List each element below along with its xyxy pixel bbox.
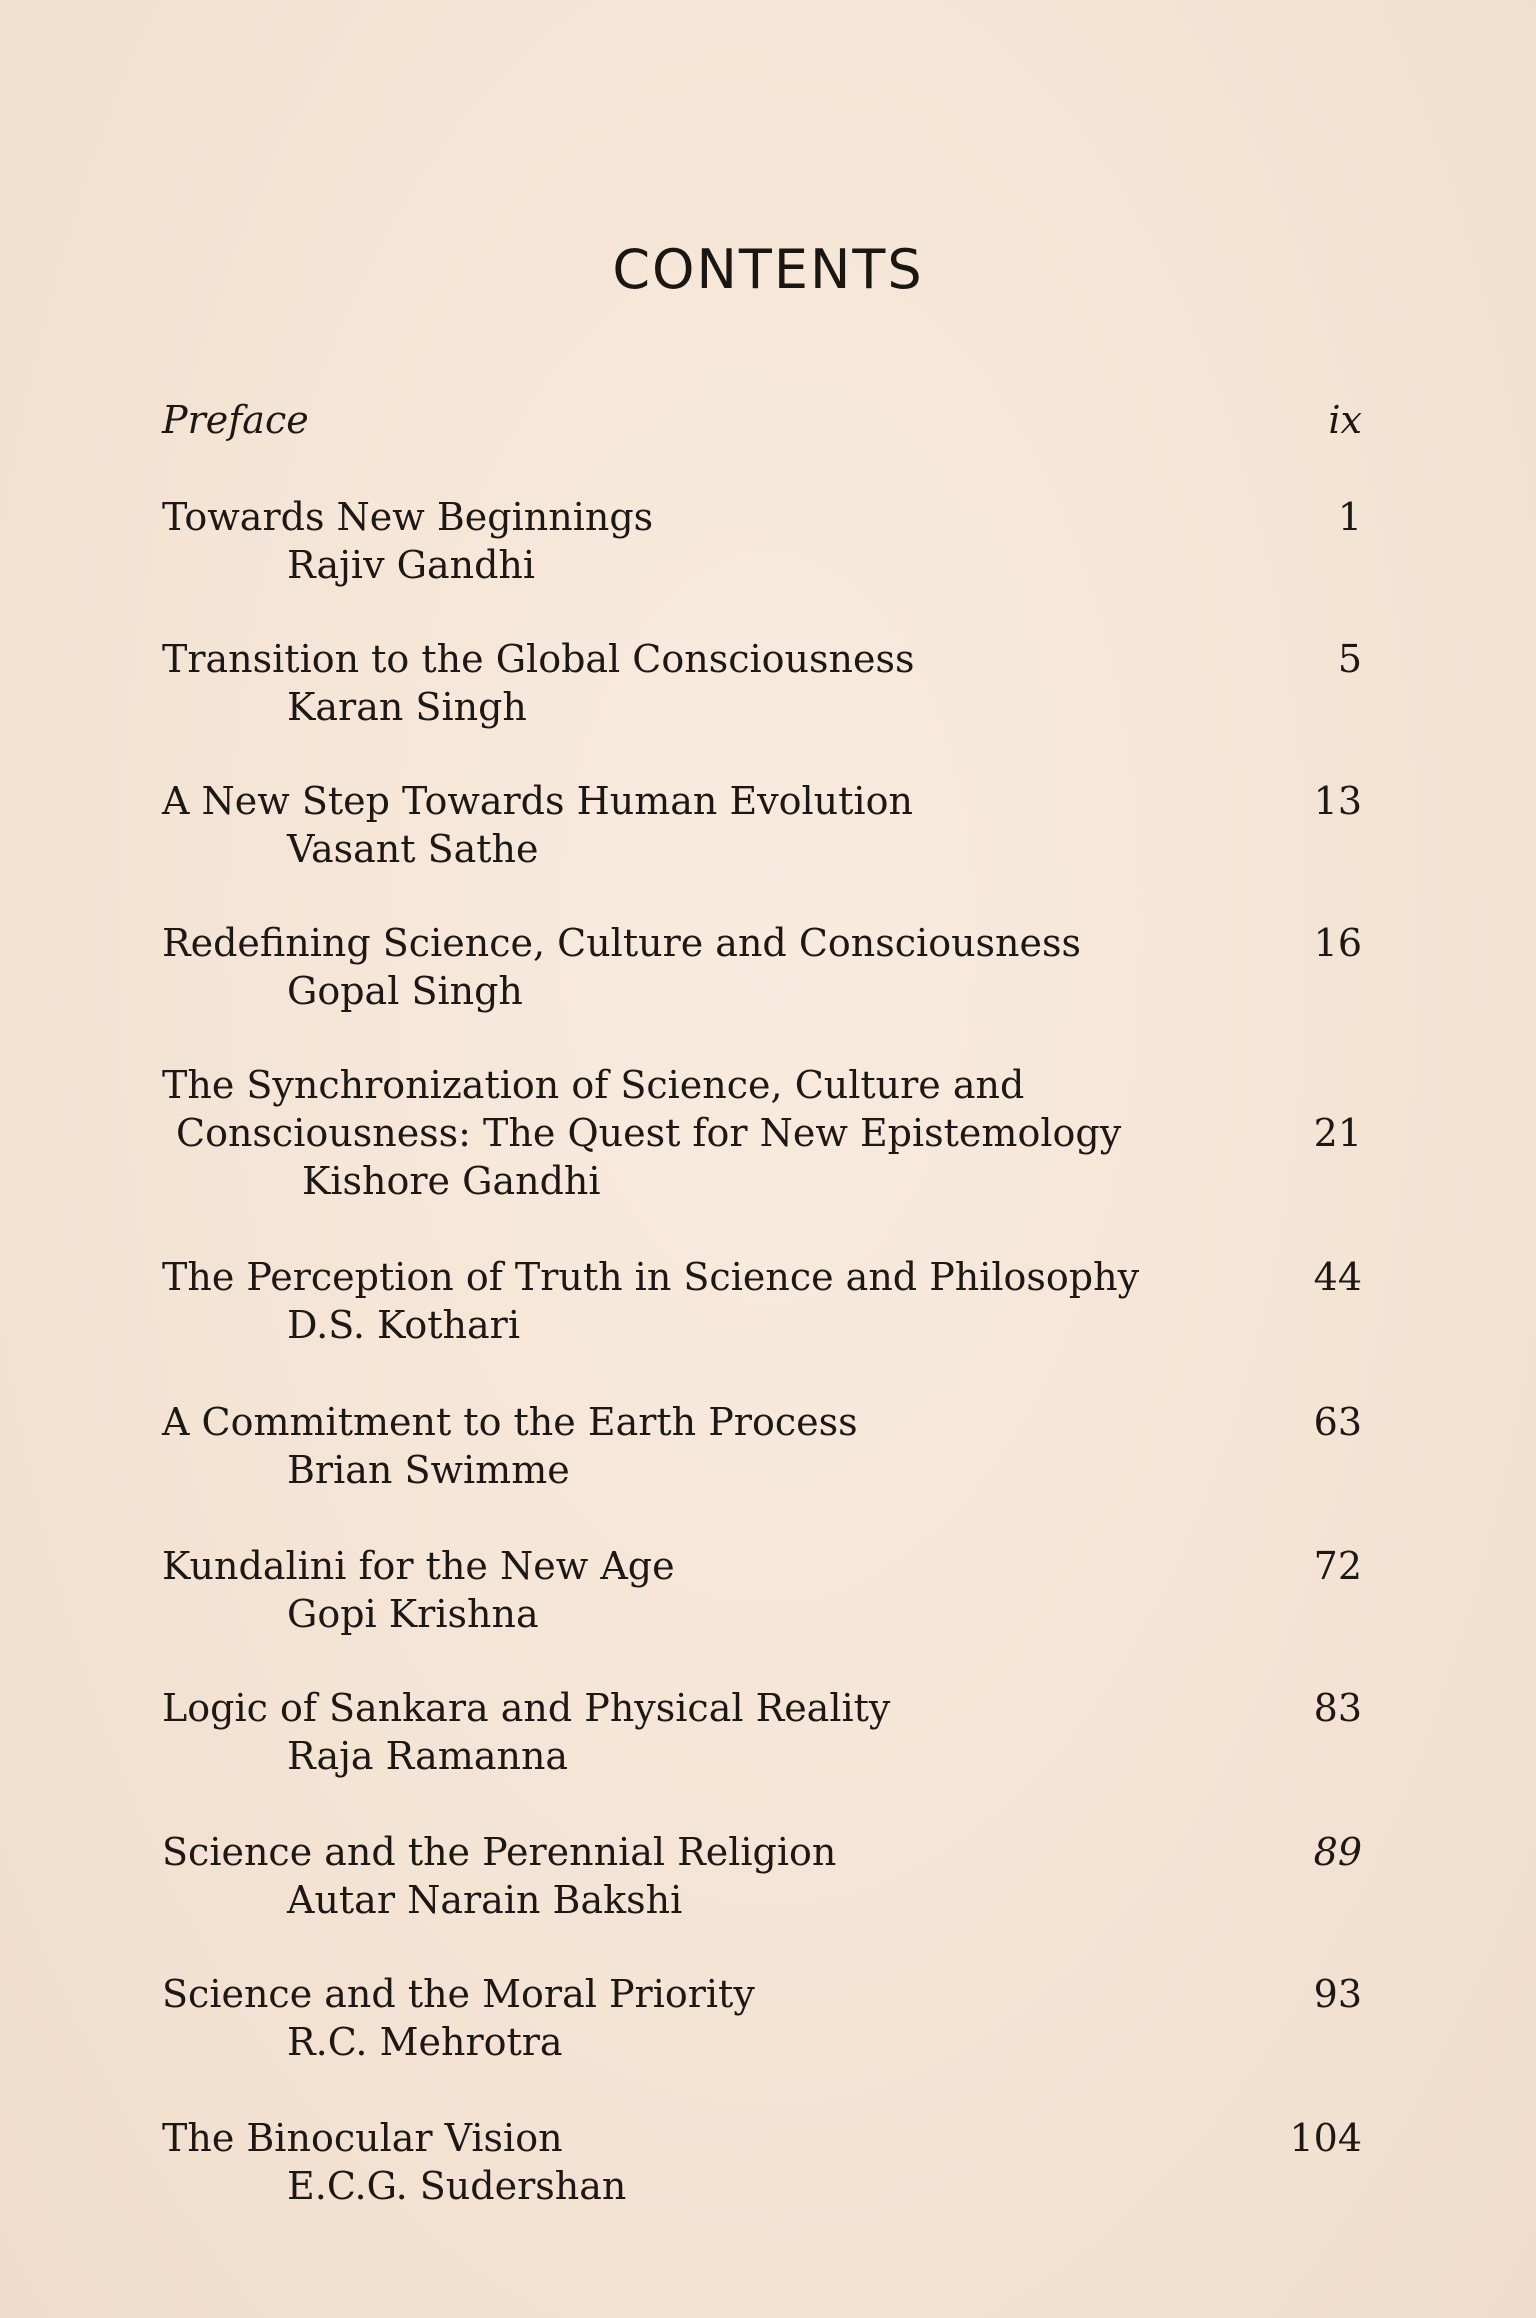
toc-entry [162, 1398, 1362, 1494]
toc-entry [162, 2114, 1362, 2210]
entry-author: E.C.G. Sudershan [287, 2164, 627, 2208]
entry-author: Rajiv Gandhi [287, 543, 536, 587]
toc-entry [162, 919, 1362, 1015]
entry-title: Science and the Moral Priority [162, 1972, 755, 2016]
toc-entry-preface [162, 398, 1362, 442]
entry-page-number: 44 [1313, 1255, 1362, 1299]
toc-entry [162, 777, 1362, 873]
entry-page-number: 21 [1313, 1111, 1362, 1155]
toc-entry [162, 1828, 1362, 1924]
entry-page-number: 5 [1337, 637, 1362, 681]
entry-title [162, 1061, 1362, 1157]
entry-title: A Commitment to the Earth Process [162, 1400, 858, 1444]
entry-author: Raja Ramanna [287, 1734, 569, 1778]
entry-title: The Binocular Vision [162, 2116, 563, 2160]
entry-page-number: 83 [1313, 1686, 1362, 1730]
entry-author: Brian Swimme [287, 1448, 570, 1492]
entry-author: Autar Narain Bakshi [287, 1878, 683, 1922]
entry-page-number: 93 [1313, 1972, 1362, 2016]
entry-title: Redefining Science, Culture and Consciousness [162, 921, 1082, 965]
toc-entry [162, 1542, 1362, 1638]
toc-entry [162, 1253, 1362, 1349]
entry-page-number: 89 [1313, 1830, 1362, 1874]
entry-author: Kishore Gandhi [302, 1159, 601, 1203]
entry-title: Preface [162, 398, 309, 442]
entry-author: Karan Singh [287, 685, 527, 729]
entry-author: Gopi Krishna [287, 1592, 539, 1636]
entry-title: Science and the Perennial Religion [162, 1830, 837, 1874]
entry-title: Transition to the Global Consciousness [162, 637, 915, 681]
page-title: CONTENTS [612, 238, 924, 301]
entry-title-line-1: The Synchronization of Science, Culture and [162, 1063, 1025, 1107]
entry-page-number: 104 [1289, 2116, 1362, 2160]
entry-page-number: 72 [1313, 1544, 1362, 1588]
entry-author: D.S. Kothari [287, 1303, 520, 1347]
entry-author: Vasant Sathe [287, 827, 539, 871]
entry-title: Towards New Beginnings [162, 495, 654, 539]
entry-page-number: 16 [1313, 921, 1362, 965]
toc-entry [162, 635, 1362, 731]
entry-title-line-2: Consciousness: The Quest for New Epistemology [176, 1111, 1122, 1155]
entry-author: Gopal Singh [287, 969, 523, 1013]
entry-page-number: ix [1328, 398, 1362, 442]
entry-page-number: 1 [1337, 495, 1362, 539]
toc-entry [162, 1061, 1362, 1205]
entry-title: Kundalini for the New Age [162, 1544, 675, 1588]
entry-title: A New Step Towards Human Evolution [162, 779, 913, 823]
entry-page-number: 13 [1313, 779, 1362, 823]
toc-entry [162, 1684, 1362, 1780]
entry-page-number: 63 [1313, 1400, 1362, 1444]
toc-entry [162, 1970, 1362, 2066]
entry-title: The Perception of Truth in Science and Philosophy [162, 1255, 1140, 1299]
entry-author: R.C. Mehrotra [287, 2020, 563, 2064]
entry-title: Logic of Sankara and Physical Reality [162, 1686, 891, 1730]
toc-entry [162, 493, 1362, 589]
